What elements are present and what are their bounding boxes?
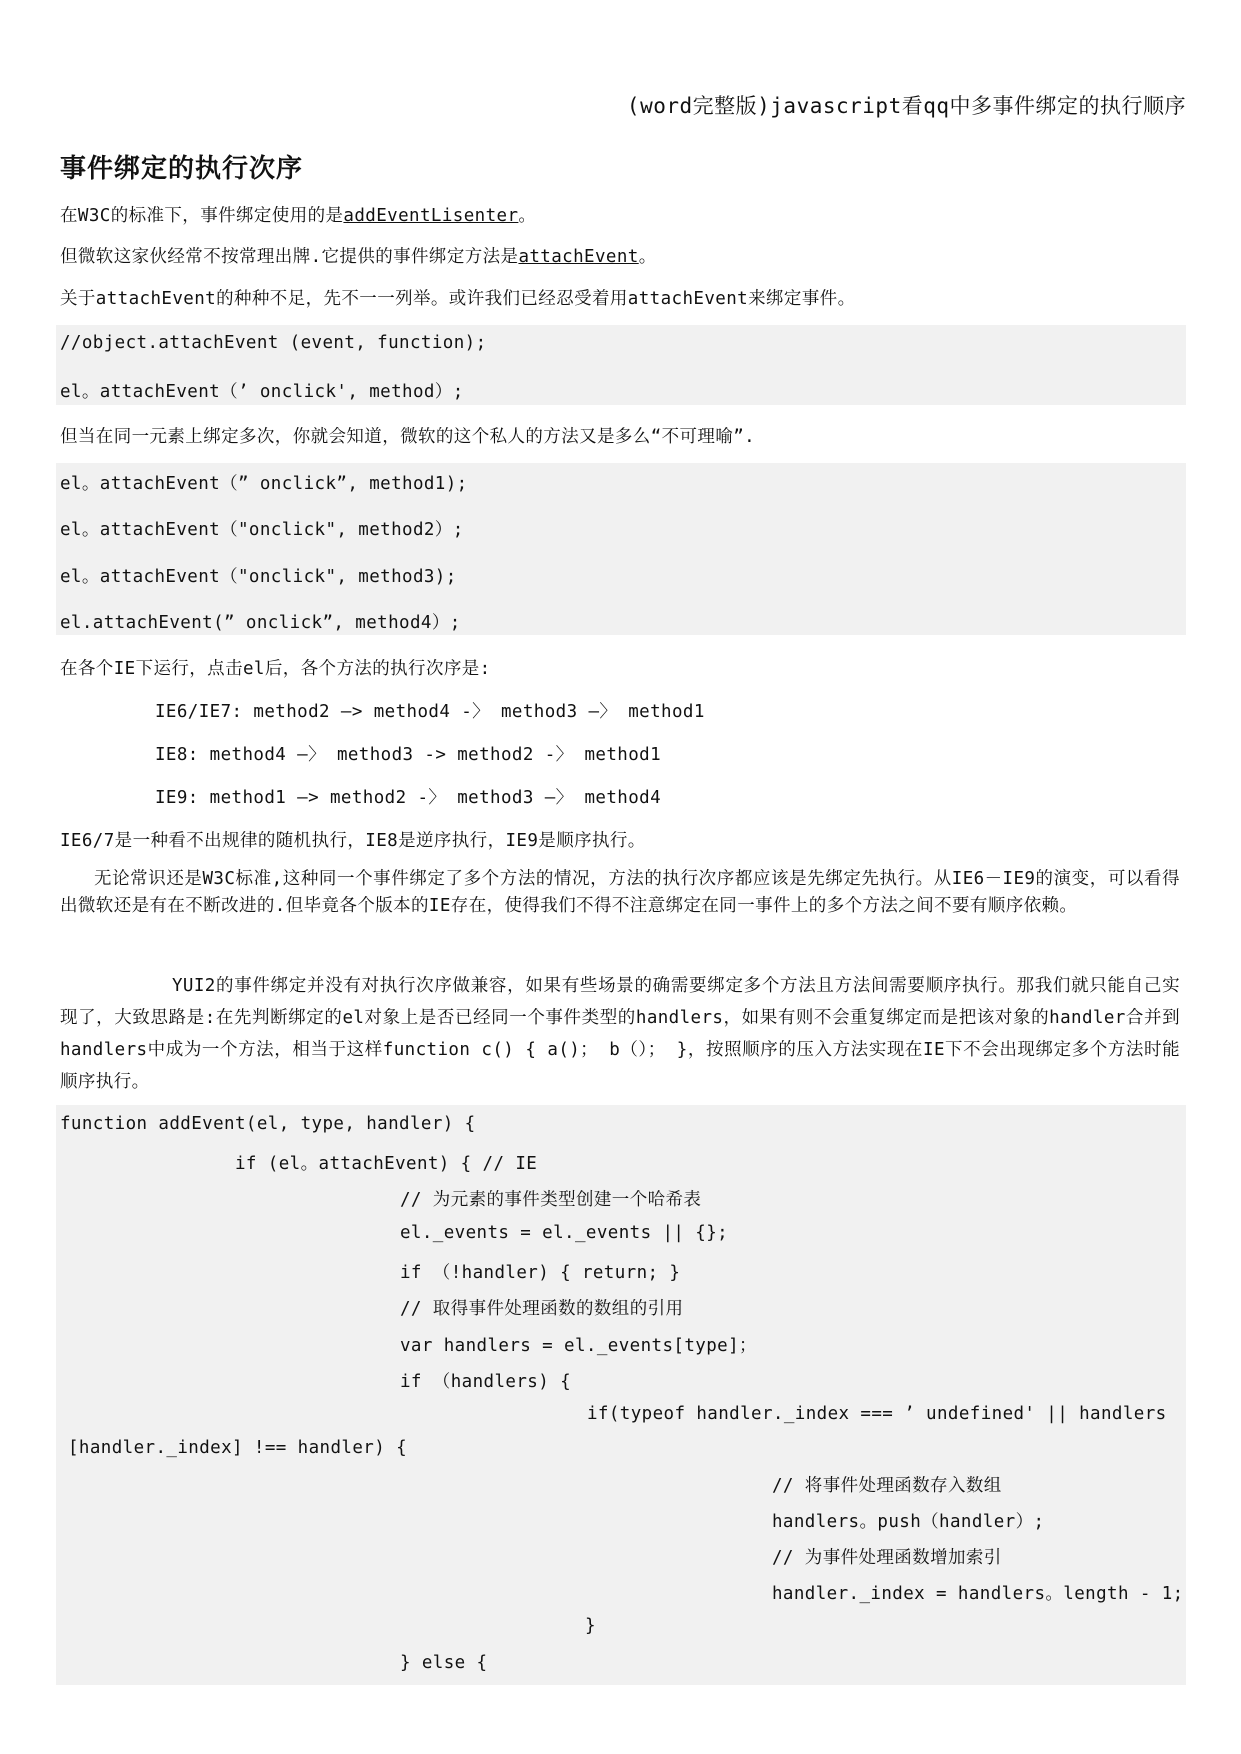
- intro-line-1: [60, 202, 536, 227]
- code-line: if （handlers) {: [400, 1372, 572, 1392]
- code-line: if (el。attachEvent) { // IE: [235, 1154, 538, 1174]
- paragraph-1: 无论常识还是W3C标准,这种同一个事件绑定了多个方法的情况，方法的执行次序都应该是先绑定先执行。从IE6－IE9的演变，可以看得出微软还是有在不断改进的.但毕竟各个版本的IE存在，使得我们不得不注意绑定在同一事件上的多个方法之间不要有顺序依赖。: [60, 869, 1180, 916]
- code-comment: // 为事件处理函数增加索引: [772, 1548, 1002, 1568]
- code-line: [handler._index] !== handler) {: [68, 1438, 408, 1458]
- code-line: handlers。push（handler）;: [772, 1512, 1045, 1532]
- code-line: el。attachEvent（’ onclick', method）;: [60, 382, 464, 402]
- order-line: IE8: method4 —〉 method3 -> method2 -〉 method1: [155, 745, 662, 765]
- attachevent-link[interactable]: attachEvent: [518, 247, 639, 267]
- paragraph-2: YUI2的事件绑定并没有对执行次序做兼容，如果有些场景的确需要绑定多个方法且方法间需要顺序执行。那我们就只能自己实现了，大致思路是:在先判断绑定的el对象上是否已经同一个事件类型的handlers，如果有则不会重复绑定而是把该对象的handler合并到handlers中成为一个方法，相当于这样function c() { a()； b（）； }，按照顺序的压入方法实现在IE下不会出现绑定多个方法时能顺序执行。: [60, 976, 1180, 1092]
- summary-line: IE6/7是一种看不出规律的随机执行，IE8是逆序执行，IE9是顺序执行。: [60, 831, 646, 851]
- order-line: IE6/IE7: method2 —> method4 -〉 method3 —〉 method1: [155, 702, 705, 722]
- code-line: function addEvent(el, type, handler) {: [60, 1114, 476, 1134]
- code-comment: // 为元素的事件类型创建一个哈希表: [400, 1190, 702, 1210]
- code-line: el。attachEvent（"onclick", method3);: [60, 567, 457, 587]
- code-line: }: [585, 1616, 596, 1636]
- note-line: 但当在同一元素上绑定多次，你就会知道，微软的这个私人的方法又是多么“不可理喻”.: [60, 427, 756, 447]
- code-line: //object.attachEvent (event, function);: [60, 333, 487, 353]
- intro-text: 在W3C的标准下，事件绑定使用的是: [60, 206, 344, 226]
- page-header: (word完整版)javascript看qq中多事件绑定的执行顺序: [626, 94, 1186, 118]
- section-heading: 事件绑定的执行次序: [60, 154, 304, 184]
- code-line: el._events = el._events || {};: [400, 1223, 729, 1243]
- code-line: if （!handler) { return; }: [400, 1263, 681, 1283]
- code-line: el.attachEvent(” onclick”, method4）;: [60, 613, 461, 633]
- code-line: } else {: [400, 1653, 488, 1673]
- intro-line-2: [60, 243, 657, 268]
- addeventlisenter-link[interactable]: addEventLisenter: [343, 206, 519, 226]
- intro-line-3: 关于attachEvent的种种不足，先不一一列举。或许我们已经忍受着用attachEvent来绑定事件。: [60, 289, 856, 309]
- code-comment: // 将事件处理函数存入数组: [772, 1476, 1002, 1496]
- order-line: IE9: method1 —> method2 -〉 method3 —〉 method4: [155, 788, 662, 808]
- code-line: el。attachEvent（"onclick", method2）;: [60, 520, 464, 540]
- code-line: el。attachEvent（” onclick”, method1);: [60, 474, 468, 494]
- intro-text: 。: [518, 206, 537, 226]
- intro-text: 但微软这家伙经常不按常理出牌.它提供的事件绑定方法是: [60, 247, 519, 267]
- code-line: var handlers = el._events[type]；: [400, 1336, 757, 1356]
- code-line: if(typeof handler._index === ’ undefined' || handlers: [587, 1404, 1167, 1424]
- intro-text: 。: [638, 247, 657, 267]
- code-comment: // 取得事件处理函数的数组的引用: [400, 1299, 684, 1319]
- run-note: 在各个IE下运行，点击el后，各个方法的执行次序是:: [60, 659, 491, 679]
- code-line: handler._index = handlers。length - 1;: [772, 1584, 1184, 1604]
